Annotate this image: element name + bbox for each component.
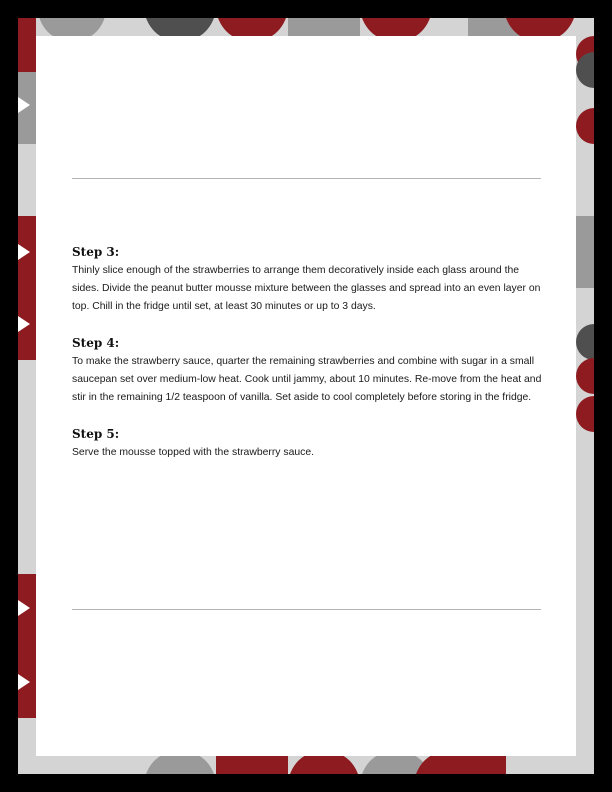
- step-title: Step 3:: [72, 245, 120, 259]
- step-5: [72, 426, 544, 462]
- step-text: To make the strawberry sauce, quarter the remaining strawberries and combine with sugar in a small saucepan set over medium-low heat. Cook until jammy, about 10 minutes. Re-move from the heat and stir in the remaining 1/2 teaspoon of vanilla. Set aside to cool completely before storing in the fridge.: [72, 356, 542, 403]
- recipe-steps: [72, 244, 544, 481]
- step-title: Step 4:: [72, 336, 120, 350]
- top-divider: [72, 178, 541, 179]
- bottom-divider: [72, 609, 541, 610]
- page-sheet: [36, 36, 576, 756]
- step-text: Serve the mousse topped with the strawberry sauce.: [72, 447, 314, 458]
- step-4: [72, 335, 544, 407]
- step-title: Step 5:: [72, 427, 120, 441]
- step-text: Thinly slice enough of the strawberries to arrange them decoratively inside each glass around the sides. Divide the peanut butter mousse mixture between the glasses and spread into an even layer on top. Chill in the fridge until set, at least 30 minutes or up to 3 days.: [72, 265, 541, 312]
- step-3: [72, 244, 544, 316]
